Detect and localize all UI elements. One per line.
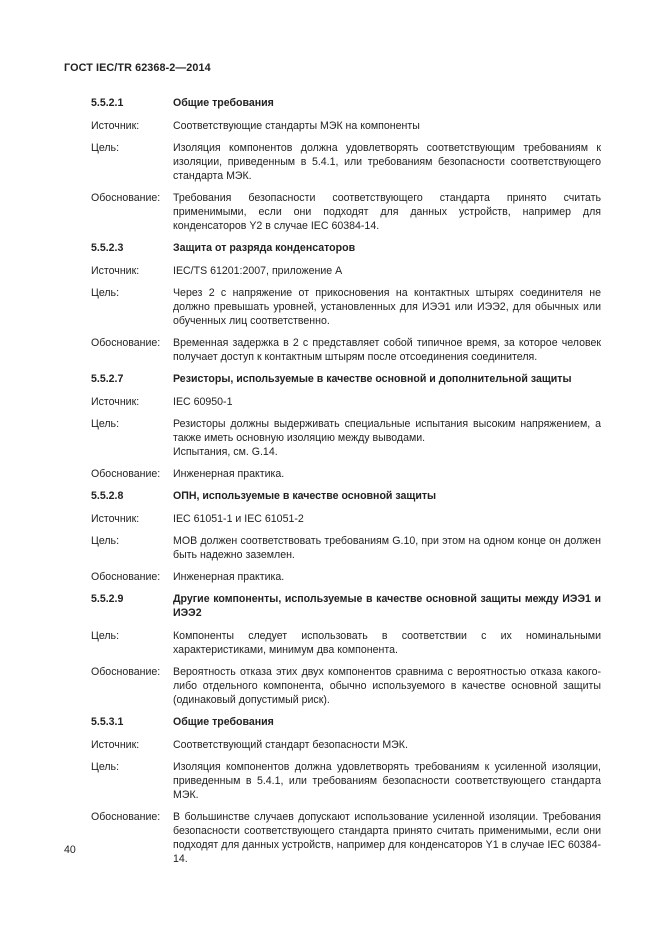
field-label: Цель: <box>91 761 120 773</box>
field-label: Обоснование: <box>91 571 161 583</box>
field-label: Обоснование: <box>91 192 161 204</box>
field-text: IEC 61051-1 и IEC 61051-2 <box>173 513 304 525</box>
field-label: Цель: <box>91 535 120 547</box>
document-header: ГОСТ IEC/TR 62368-2—2014 <box>64 62 211 74</box>
field-row <box>91 467 601 481</box>
field-label: Цель: <box>91 287 120 299</box>
clause-heading <box>91 715 601 729</box>
clause-number: 5.5.2.7 <box>91 373 124 385</box>
field-text: Соответствующий стандарт безопасности МЭК. <box>173 739 408 751</box>
field-label: Цель: <box>91 418 120 430</box>
field-label: Обоснование: <box>91 811 161 823</box>
field-text: Соответствующие стандарты МЭК на компоненты <box>173 120 420 132</box>
field-text-line: Резисторы должны выдерживать специальные испытания высоким напряжением, а также иметь основную изоляцию между выводами. <box>173 418 601 444</box>
field-row <box>91 629 601 657</box>
field-row <box>91 665 601 707</box>
clause-number: 5.5.2.8 <box>91 490 124 502</box>
field-text: Инженерная практика. <box>173 571 285 583</box>
field-row <box>91 738 601 752</box>
field-label: Цель: <box>91 630 120 642</box>
clause-number: 5.5.2.1 <box>91 97 124 109</box>
field-label: Источник: <box>91 120 140 132</box>
clause-title: Защита от разряда конденсаторов <box>173 242 356 254</box>
clause-title: Другие компоненты, используемые в качестве основной защиты между ИЭЭ1 и ИЭЭ2 <box>173 593 601 619</box>
field-text: IEC 60950-1 <box>173 396 233 408</box>
field-text: Вероятность отказа этих двух компонентов сравнима с вероятностью отказа какого-либо отдельного компонента, обычно используемого в качестве основной защиты (одинаковый допустимый риск). <box>173 666 601 706</box>
field-label: Источник: <box>91 513 140 525</box>
clause-title: Общие требования <box>173 97 274 109</box>
field-label: Обоснование: <box>91 666 161 678</box>
field-text: Изоляция компонентов должна удовлетворять соответствующим требованиям к изоляции, приведенным в 5.4.1, или требованиям безопасности соответствующего стандарта МЭК. <box>173 142 601 182</box>
field-text: В большинстве случаев допускают использование усиленной изоляции. Требования безопасности соответствующего стандарта принято считать применимыми, если они подходят для данных устройств, например для конденсаторов Y1 в случае IEC 60384-14. <box>173 811 601 865</box>
field-label: Обоснование: <box>91 337 161 349</box>
field-row <box>91 119 601 133</box>
clause-heading <box>91 372 601 386</box>
field-text: Временная задержка в 2 с представляет собой типичное время, за которое человек получает доступ к контактным штырям после отсоединения соединителя. <box>173 337 601 363</box>
field-text: Изоляция компонентов должна удовлетворять требованиям к усиленной изоляции, приведенным в 5.4.1, или требованиям безопасности соответствующего стандарта МЭК. <box>173 761 601 801</box>
field-text: Требования безопасности соответствующего стандарта принято считать применимыми, если они подходят для данных устройств, например для конденсаторов Y2 в случае IEC 60384-14. <box>173 192 601 232</box>
field-text <box>173 417 601 459</box>
clause-number: 5.5.2.3 <box>91 242 124 254</box>
field-text-note: Испытания, см. G.14. <box>173 446 278 458</box>
field-text: IEC/TS 61201:2007, приложение А <box>173 265 343 277</box>
field-label: Источник: <box>91 739 140 751</box>
field-row <box>91 512 601 526</box>
field-row <box>91 534 601 562</box>
clause-title: ОПН, используемые в качестве основной защиты <box>173 490 437 502</box>
clause-heading <box>91 489 601 503</box>
field-label: Обоснование: <box>91 468 161 480</box>
clause-title: Резисторы, используемые в качестве основной и дополнительной защиты <box>173 373 572 385</box>
field-label: Цель: <box>91 142 120 154</box>
field-text: Через 2 с напряжение от прикосновения на контактных штырях соединителя не должно превышать уровней, установленных для ИЭЭ1 или ИЭЭ2, для обычных или обученных лиц соответственно. <box>173 287 601 327</box>
clause-title: Общие требования <box>173 716 274 728</box>
field-row <box>91 810 601 866</box>
field-row <box>91 264 601 278</box>
clause-heading <box>91 592 601 620</box>
clause-number: 5.5.2.9 <box>91 593 124 605</box>
field-row <box>91 286 601 328</box>
field-text: Инженерная практика. <box>173 468 285 480</box>
field-text: MOB должен соответствовать требованиям G.10, при этом на одном конце он должен быть надежно заземлен. <box>173 535 601 561</box>
field-row <box>91 141 601 183</box>
requirements-list <box>91 96 601 874</box>
field-row <box>91 191 601 233</box>
field-label: Источник: <box>91 265 140 277</box>
clause-heading <box>91 96 601 110</box>
page-number: 40 <box>64 844 76 856</box>
clause-number: 5.5.3.1 <box>91 716 124 728</box>
field-row <box>91 760 601 802</box>
field-label: Источник: <box>91 396 140 408</box>
field-row <box>91 417 601 459</box>
field-row <box>91 395 601 409</box>
field-row <box>91 570 601 584</box>
clause-heading <box>91 241 601 255</box>
field-row <box>91 336 601 364</box>
field-text: Компоненты следует использовать в соответствии с их номинальными характеристиками, минимум два компонента. <box>173 630 601 656</box>
